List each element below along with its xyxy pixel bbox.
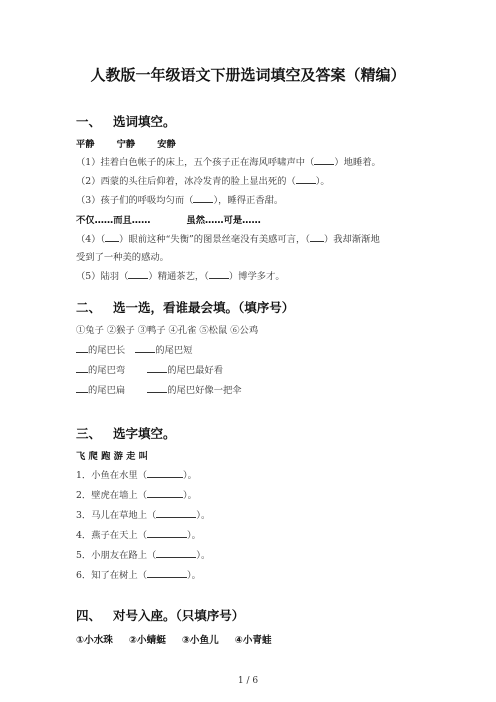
section-1-title: 选词填空。 <box>113 114 176 129</box>
seat-option: ②小蜻蜓 <box>128 635 166 646</box>
char-question-1 <box>76 467 197 481</box>
row-text: 的尾巴扁 <box>88 385 126 396</box>
row-text: 的尾巴最好看 <box>167 365 223 376</box>
char-question-3 <box>76 507 210 521</box>
fill-row-2 <box>76 362 223 376</box>
answer-blank[interactable] <box>156 548 196 558</box>
question-text: ）。 <box>183 490 197 501</box>
question-text: 3．马儿在草地上（ <box>76 510 157 521</box>
char-question-2 <box>76 487 197 501</box>
seat-option: ④小青蛙 <box>234 635 272 646</box>
question-text: 2．壁虎在墙上（ <box>76 490 147 501</box>
answer-blank[interactable] <box>147 468 183 478</box>
question-text: ）地睡着。 <box>334 157 381 168</box>
answer-blank[interactable] <box>135 343 155 353</box>
row-text: 的尾巴短 <box>155 345 193 356</box>
section-3-title: 选字填空。 <box>113 426 176 441</box>
answer-blank[interactable] <box>147 568 187 578</box>
section-1-heading <box>76 112 176 130</box>
section-2-title: 选一选，看谁最会填。（填序号） <box>113 300 295 315</box>
section-4-title: 对号入座。（只填序号） <box>113 608 245 623</box>
question-text: 4．燕子在天上（ <box>76 530 147 541</box>
word-option: 安静 <box>157 139 176 150</box>
char-question-5 <box>76 547 210 561</box>
fill-row-3 <box>76 382 242 396</box>
question-text: ）精通茶艺，（ <box>148 271 209 282</box>
answer-blank[interactable] <box>147 383 167 393</box>
page-number: 1 / 6 <box>237 676 259 686</box>
answer-blank[interactable] <box>193 193 213 203</box>
answer-blank[interactable] <box>209 269 229 279</box>
question-text: ），睡得正香甜。 <box>213 195 284 206</box>
question-text: ）我却渐渐地 <box>323 234 380 245</box>
section-4-number: 四、 <box>76 608 102 623</box>
answer-blank[interactable] <box>296 174 316 184</box>
row-text: 的尾巴好像一把伞 <box>167 385 242 396</box>
word-bank-1 <box>76 136 198 150</box>
question-1-4-continued: 受到了一种美的感动。 <box>76 252 169 263</box>
question-1-3 <box>76 192 283 206</box>
answer-blank[interactable] <box>314 155 334 165</box>
question-text: 6．知了在树上（ <box>76 570 147 581</box>
section-3-number: 三、 <box>76 426 102 441</box>
question-text: （3）孩子们的呼吸均匀而（ <box>76 195 194 206</box>
question-1-4 <box>76 231 380 245</box>
word-option: 虽然……可是…… <box>186 215 261 226</box>
question-1-1 <box>76 154 381 168</box>
word-option: 宁静 <box>116 139 136 150</box>
question-text: ）。 <box>183 470 197 481</box>
section-2-heading <box>76 298 294 316</box>
question-1-5 <box>76 268 285 282</box>
answer-blank[interactable] <box>128 269 148 279</box>
char-bank: 飞 爬 跑 游 走 叫 <box>76 451 148 462</box>
row-text: 的尾巴长 <box>88 345 126 356</box>
question-text: （5）陆羽（ <box>76 271 129 282</box>
section-4-heading <box>76 606 244 624</box>
question-text: 1．小鱼在水里（ <box>76 470 147 481</box>
animal-options: ①兔子 ②猴子 ③鸭子 ④孔雀 ⑤松鼠 ⑥公鸡 <box>76 325 259 336</box>
question-text: ）。 <box>187 530 201 541</box>
answer-blank[interactable] <box>147 528 187 538</box>
answer-blank[interactable] <box>76 383 88 393</box>
question-text: ）。 <box>187 570 201 581</box>
fill-row-1 <box>76 342 192 356</box>
question-text: （2）西蒙的头往后仰着，冰冷发青的脸上显出死的（ <box>76 176 296 187</box>
question-text: ）。 <box>196 550 211 561</box>
word-option: 不仅……而且…… <box>76 215 151 226</box>
section-2-number: 二、 <box>76 300 102 315</box>
word-bank-2 <box>76 212 261 226</box>
question-1-2 <box>76 173 330 187</box>
char-question-6 <box>76 567 201 581</box>
answer-blank[interactable] <box>156 508 196 518</box>
question-text: 5．小朋友在路上（ <box>76 550 157 561</box>
word-option: 平静 <box>76 139 95 150</box>
document-title: 人教版一年级语文下册选词填空及答案（精编） <box>90 66 406 84</box>
seat-options <box>76 632 294 646</box>
answer-blank[interactable] <box>76 363 88 373</box>
char-question-4 <box>76 527 201 541</box>
answer-blank[interactable] <box>105 232 119 242</box>
answer-blank[interactable] <box>147 363 167 373</box>
question-text: ）。 <box>315 176 330 187</box>
question-text: ）博学多才。 <box>228 271 285 282</box>
row-text: 的尾巴弯 <box>88 365 126 376</box>
question-text: （4）（ <box>76 234 106 245</box>
answer-blank[interactable] <box>310 232 324 242</box>
section-1-number: 一、 <box>76 114 102 129</box>
answer-blank[interactable] <box>76 343 88 353</box>
question-text: ）眼前这种“失衡”的图景丝毫没有美感可言，（ <box>119 234 310 245</box>
section-3-heading <box>76 424 176 442</box>
answer-blank[interactable] <box>147 488 183 498</box>
seat-option: ③小鱼儿 <box>181 635 219 646</box>
question-text: （1）挂着白色帐子的床上，五个孩子正在海风呼啸声中（ <box>76 157 315 168</box>
question-text: ）。 <box>196 510 211 521</box>
seat-option: ①小水珠 <box>76 635 113 646</box>
